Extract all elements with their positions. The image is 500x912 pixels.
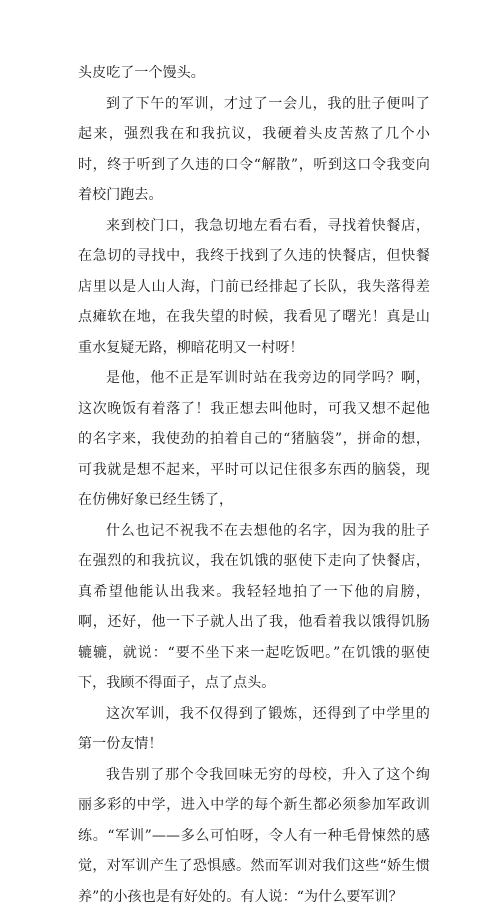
paragraph-continuation: 头皮吃了一个馒头。 bbox=[78, 58, 430, 89]
paragraph-classmate: 是他，他不正是军训时站在我旁边的同学吗？啊，这次晚饭有着落了！我正想去叫他时，可我又想不起他的名字来，我使劲的拍着自己的“猪脑袋”，拼命的想，可我就是想不起来，平时可以记住很多东西的脑袋，现在仿佛好象已经生锈了， bbox=[78, 363, 430, 516]
document-body bbox=[78, 58, 430, 912]
paragraph-new-essay: 我告别了那个令我回味无穷的母校，升入了这个绚丽多彩的中学，进入中学的每个新生都必须参加军政训练。“军训”——多么可怕呀，令人有一种毛骨悚然的感觉，对军训产生了恐惧感。然而军训对我们这些“娇生惯养”的小孩也是有好处的。有人说：“为什么要军训？ bbox=[78, 760, 430, 912]
paragraph-afternoon-training: 到了下午的军训，才过了一会儿，我的肚子便叫了起来，强烈我在和我抗议，我硬着头皮苦熬了几个小时，终于听到了久违的口令“解散”，听到这口令我变向着校门跑去。 bbox=[78, 89, 430, 211]
paragraph-fast-food: 什么也记不祝我不在去想他的名字，因为我的肚子在强烈的和我抗议，我在饥饿的驱使下走向了快餐店，真希望他能认出我来。我轻轻地拍了一下他的肩膀，啊，还好，他一下子就人出了我，他看着我以饿得饥肠辘辘，就说：“要不坐下来一起吃饭吧。”在饥饿的驱使下，我顾不得面子，点了点头。 bbox=[78, 516, 430, 699]
paragraph-school-gate: 来到校门口，我急切地左看右看，寻找着快餐店，在急切的寻找中，我终于找到了久违的快餐店，但快餐店里以是人山人海，门前已经排起了长队，我失落得差点瘫软在地，在我失望的时候，我看见了曙光！真是山重水复疑无路，柳暗花明又一村呀！ bbox=[78, 211, 430, 364]
paragraph-conclusion: 这次军训，我不仅得到了锻炼，还得到了中学里的第一份友情！ bbox=[78, 699, 430, 760]
